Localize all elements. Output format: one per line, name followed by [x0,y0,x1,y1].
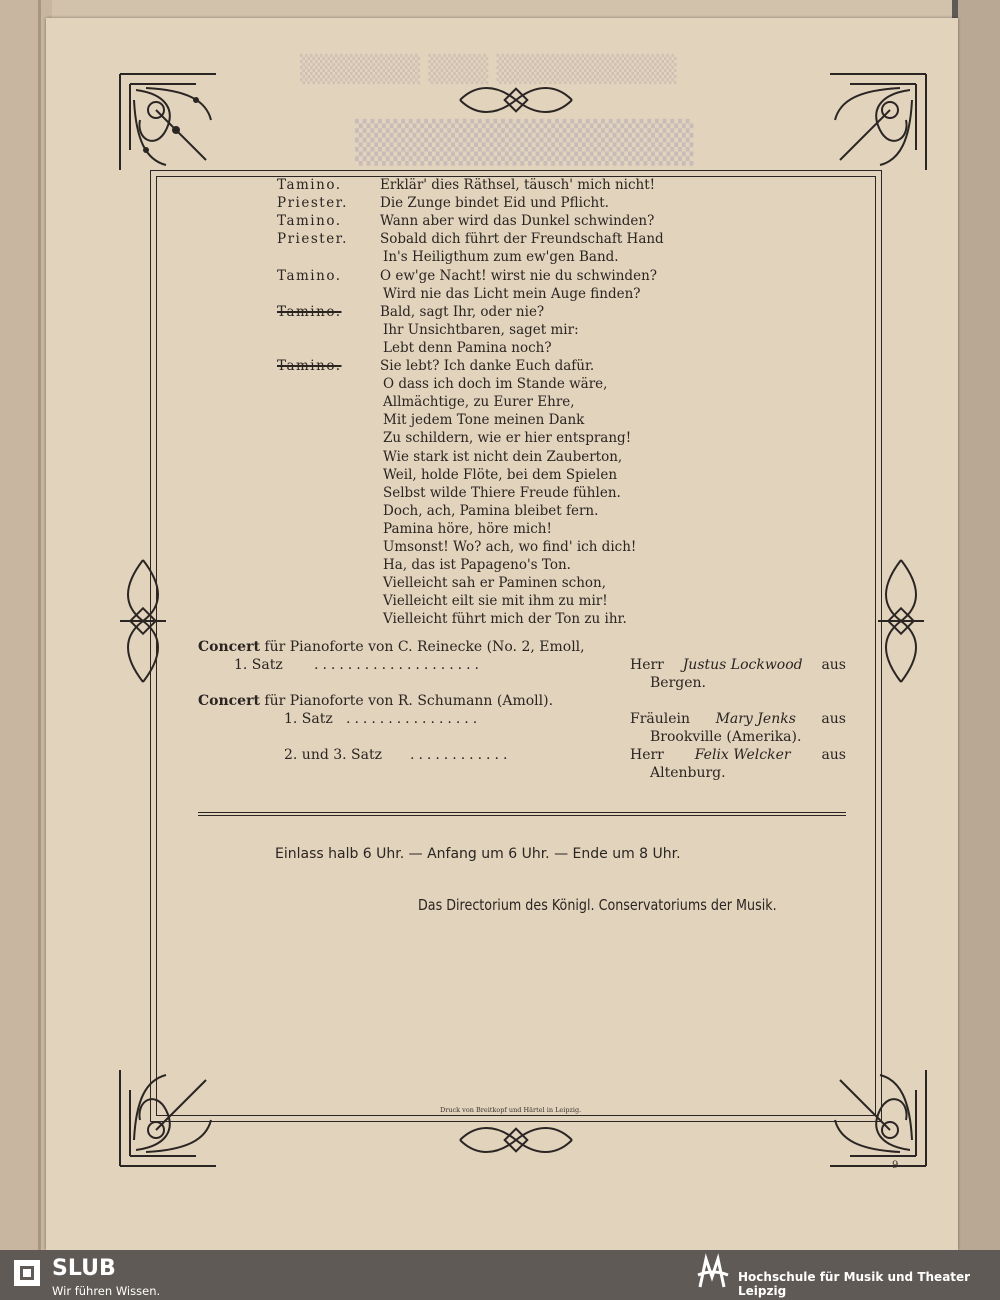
speaker-label: Tamino. [277,358,342,374]
corner-ornament-bottom-left [116,1066,220,1170]
next-page-top-edge [52,0,952,20]
next-page-right-edge [958,0,1000,1250]
libretto-line: Vielleicht führt mich der Ton zu ihr. [383,611,627,628]
performer-welcker: Herr Felix Welcker aus [630,747,846,763]
slub-name: SLUB [52,1256,116,1281]
libretto-line: In's Heiligthum zum ew'gen Band. [383,249,619,266]
hmt-name: Hochschule für Musik und Theater Leipzig [738,1270,971,1298]
libretto-line: O ew'ge Nacht! wirst nie du schwinden? [380,267,658,284]
libretto-line: Die Zunge bindet Eid und Pflicht. [380,195,609,212]
page-number: 9 [892,1160,899,1171]
speaker-label: Priester. [277,231,348,248]
libretto-line: Mit jedem Tone meinen Dank [383,412,585,429]
program-item-label: 2. und 3. Satz [284,747,382,763]
libretto-line: Allmächtige, zu Eurer Ehre, [383,394,575,411]
speaker-label: Priester. [277,195,348,212]
show-through: ▒▒▒▒▒▒▒▒▒▒▒ [355,120,694,166]
libretto-line: Selbst wilde Thiere Freude fühlen. [383,484,621,501]
performer-origin: Altenburg. [650,765,726,781]
libretto-line: Doch, ach, Pamina bleibet fern. [383,502,599,519]
performer-origin: Brookville (Amerika). [650,729,802,745]
slub-tagline: Wir führen Wissen. [52,1284,161,1298]
leader-dots: ................ [346,711,482,727]
event-times: Einlass halb 6 Uhr. — Anfang um 6 Uhr. — Ende um 8 Uhr. [275,846,681,862]
libretto-line: Erklär' dies Räthsel, täusch' mich nicht! [380,177,656,193]
libretto-line: Zu schildern, wie er hier entsprang! [383,430,632,447]
corner-ornament-top-left [116,70,220,174]
hmt-logo-icon [694,1253,730,1293]
concert-title-schumann: Concert für Pianoforte von R. Schumann (Amoll). [198,693,554,709]
top-center-ornament [456,80,576,120]
signature-directorium: Das Directorium des Königl. Conservatoriums der Musik. [418,896,777,914]
show-through: ▒▒▒▒▒▒ ▒▒▒ ▒▒▒▒▒▒▒▒▒ [300,55,677,85]
libretto-line: Wird nie das Licht mein Auge finden? [383,285,641,302]
libretto-line: Lebt denn Pamina noch? [383,339,552,356]
corner-ornament-bottom-right [826,1066,930,1170]
performer-lockwood: Herr Justus Lockwood aus [630,657,846,673]
libretto-line: Weil, holde Flöte, bei dem Spielen [383,466,618,483]
libretto-line: Umsonst! Wo? ach, wo find' ich dich! [383,539,637,555]
bottom-center-ornament [456,1120,576,1160]
right-side-ornament [876,556,926,686]
libretto-line: Pamina höre, höre mich! [383,520,552,537]
libretto-line: Vielleicht sah er Paminen schon, [383,575,607,592]
divider-rule [198,815,846,816]
speaker-label: Tamino. [277,213,342,230]
speaker-label: Tamino. [277,177,342,193]
corner-ornament-top-right [826,70,930,174]
speaker-label: Tamino. [277,303,342,320]
left-side-ornament [118,556,168,686]
leader-dots: .................... [314,657,484,673]
speaker-label: Tamino. [277,267,342,284]
program-item-label: 1. Satz [284,711,333,727]
libretto-line: Sobald dich führt der Freundschaft Hand [380,231,664,248]
libretto-line: Vielleicht eilt sie mit ihm zu mir! [383,593,608,610]
concert-title-reinecke: Concert für Pianoforte von C. Reinecke (No. 2, Emoll, [198,639,585,655]
libretto-line: O dass ich doch im Stande wäre, [383,376,608,393]
libretto-line: Bald, sagt Ihr, oder nie? [380,303,545,320]
performer-origin: Bergen. [650,675,706,691]
printer-credit: Druck von Breitkopf und Härtel in Leipzig. [440,1106,582,1114]
libretto-line: Wie stark ist nicht dein Zauberton, [383,448,623,465]
divider-rule [198,812,846,813]
slub-logo-icon [12,1258,42,1288]
program-item-label: 1. Satz [234,657,283,673]
leader-dots: ............ [410,747,512,763]
libretto-line: Ha, das ist Papageno's Ton. [383,557,571,574]
libretto-line: Sie lebt? Ich danke Euch dafür. [380,358,595,374]
libretto-line: Ihr Unsichtbaren, saget mir: [383,321,579,338]
libretto-line: Wann aber wird das Dunkel schwinden? [380,213,655,230]
performer-jenks: Fräulein Mary Jenks aus [630,711,846,727]
